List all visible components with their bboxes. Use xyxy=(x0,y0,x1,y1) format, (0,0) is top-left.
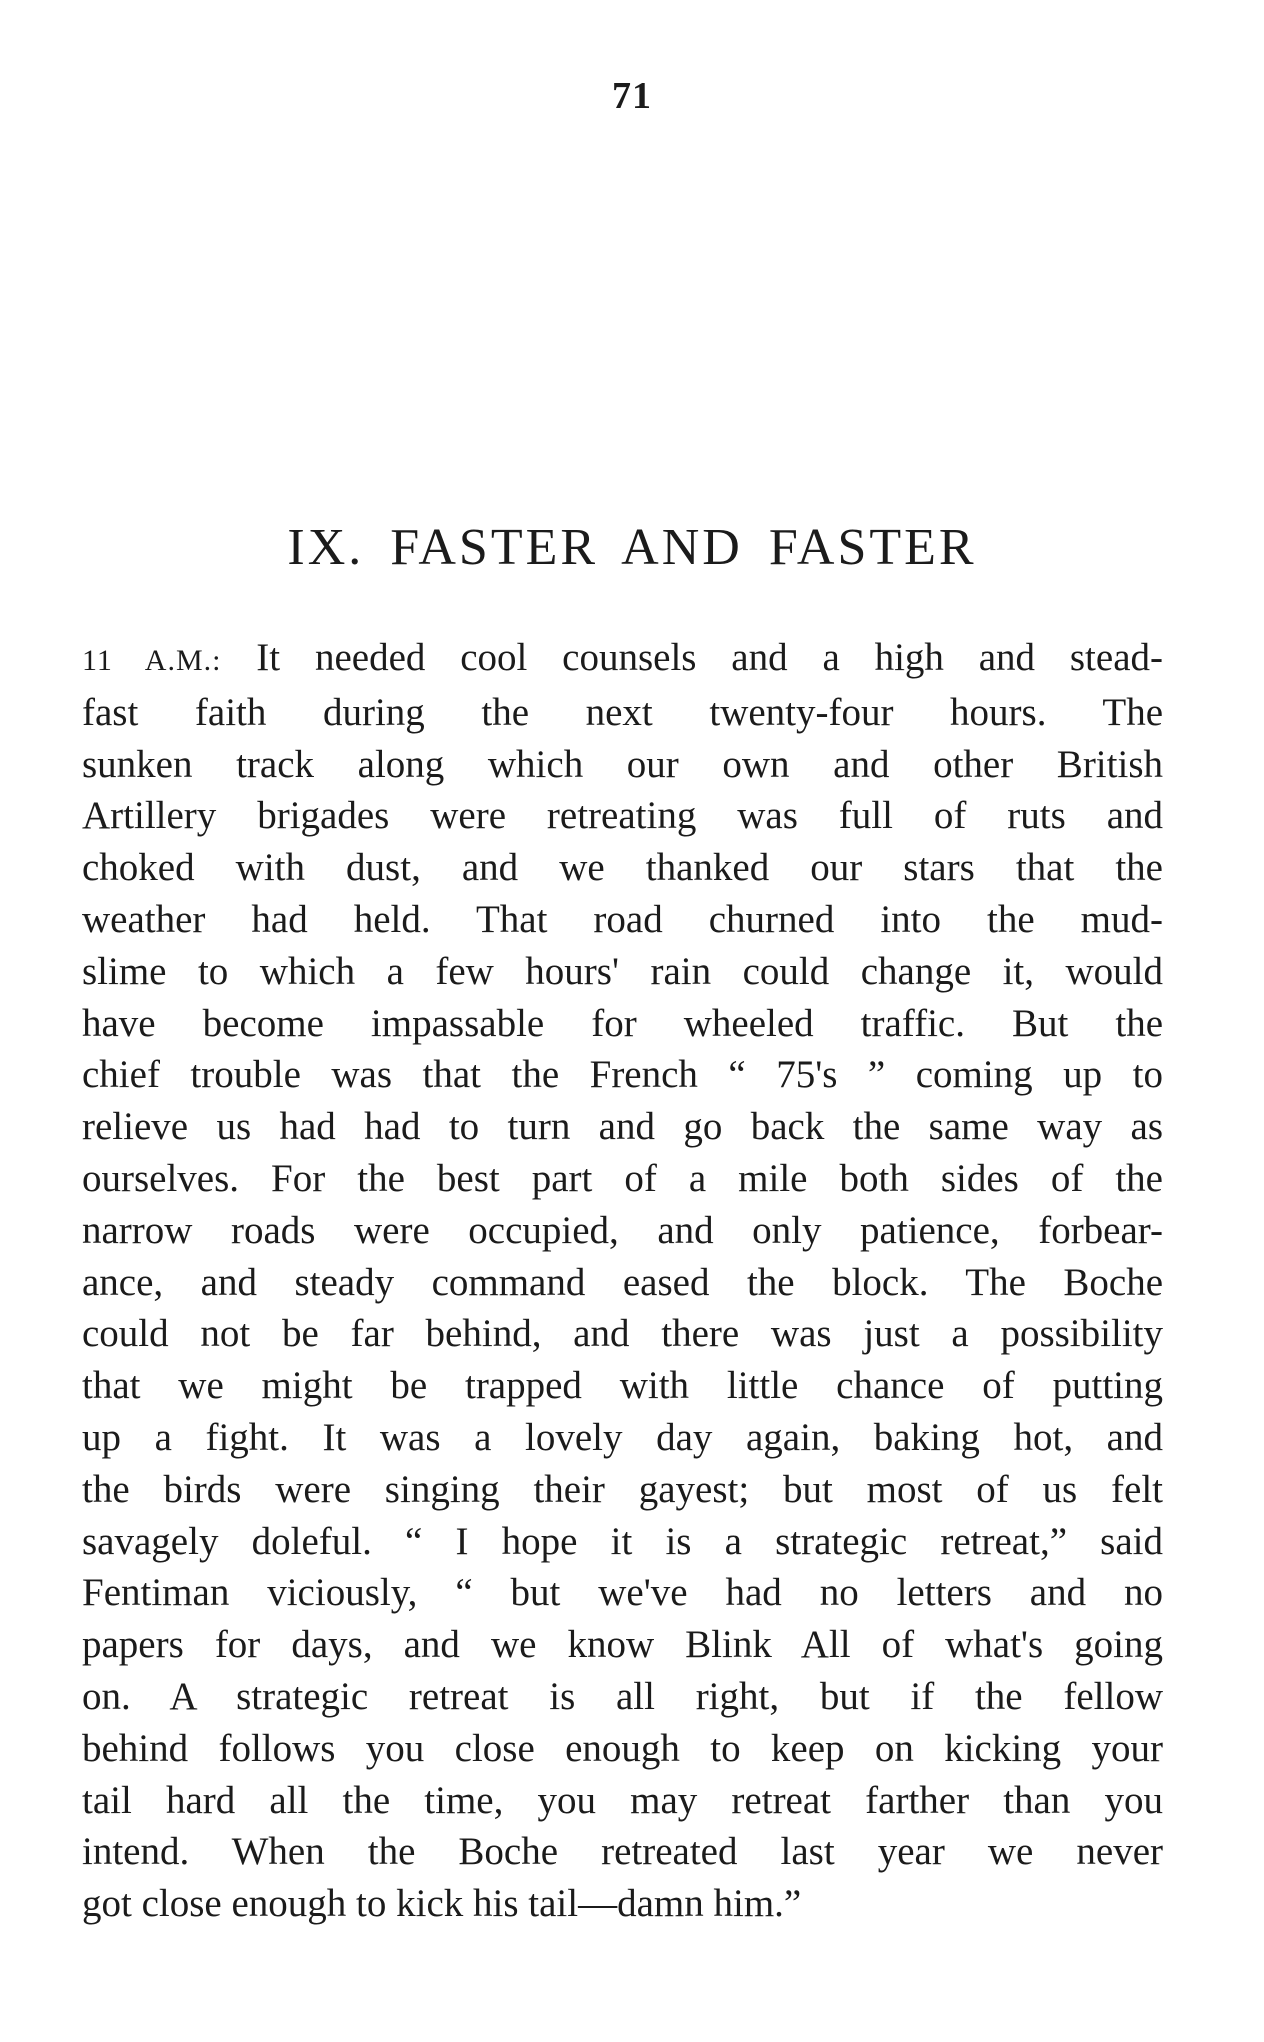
text-line: have become impassable for wheeled traffic. But the xyxy=(82,1001,1163,1045)
text-line: Fentiman viciously, “ but we've had no letters and no xyxy=(82,1571,1163,1615)
page-number: 71 xyxy=(612,75,652,117)
text-line: tail hard all the time, you may retreat farther than you xyxy=(82,1778,1163,1822)
text-line: savagely doleful. “ I hope it is a strategic retreat,” said xyxy=(82,1519,1163,1563)
text-line: choked with dust, and we thanked our stars that the xyxy=(82,846,1163,890)
text-line: got close enough to kick his tail—damn him.” xyxy=(82,1882,802,1926)
text-line: fast faith during the next twenty-four hours. The xyxy=(82,690,1163,734)
text-line: on. A strategic retreat is all right, but if the fellow xyxy=(82,1674,1163,1718)
text-line: intend. When the Boche retreated last year we never xyxy=(82,1830,1163,1874)
text-line: chief trouble was that the French “ 75's ” coming up to xyxy=(82,1053,1163,1097)
chapter-title: IX. FASTER AND FASTER xyxy=(287,519,977,576)
text-line: relieve us had had to turn and go back the same way as xyxy=(82,1105,1163,1149)
text-line: could not be far behind, and there was just a possibility xyxy=(82,1312,1163,1356)
text-line: Artillery brigades were retreating was full of ruts and xyxy=(82,794,1163,838)
text-line: narrow roads were occupied, and only patience, forbear- xyxy=(82,1208,1163,1252)
text-line: up a fight. It was a lovely day again, baking hot, and xyxy=(82,1415,1163,1459)
text-line: weather had held. That road churned into the mud- xyxy=(82,897,1163,941)
text-line: behind follows you close enough to keep on kicking your xyxy=(82,1726,1163,1770)
text-line-1: 11 A.M.: It needed cool counsels and a high and stead- xyxy=(82,636,1163,679)
text-line: that we might be trapped with little chance of putting xyxy=(82,1364,1163,1408)
text-line: the birds were singing their gayest; but most of us felt xyxy=(82,1467,1163,1511)
body-text xyxy=(82,632,1163,1930)
text-line: ance, and steady command eased the block. The Boche xyxy=(82,1260,1163,1304)
text-line: ourselves. For the best part of a mile both sides of the xyxy=(82,1156,1163,1200)
text-line: sunken track along which our own and other British xyxy=(82,742,1163,786)
time-stamp: 11 A.M.: xyxy=(82,644,222,677)
text-line: papers for days, and we know Blink All of what's going xyxy=(82,1623,1163,1667)
text-line: slime to which a few hours' rain could change it, would xyxy=(82,949,1163,993)
